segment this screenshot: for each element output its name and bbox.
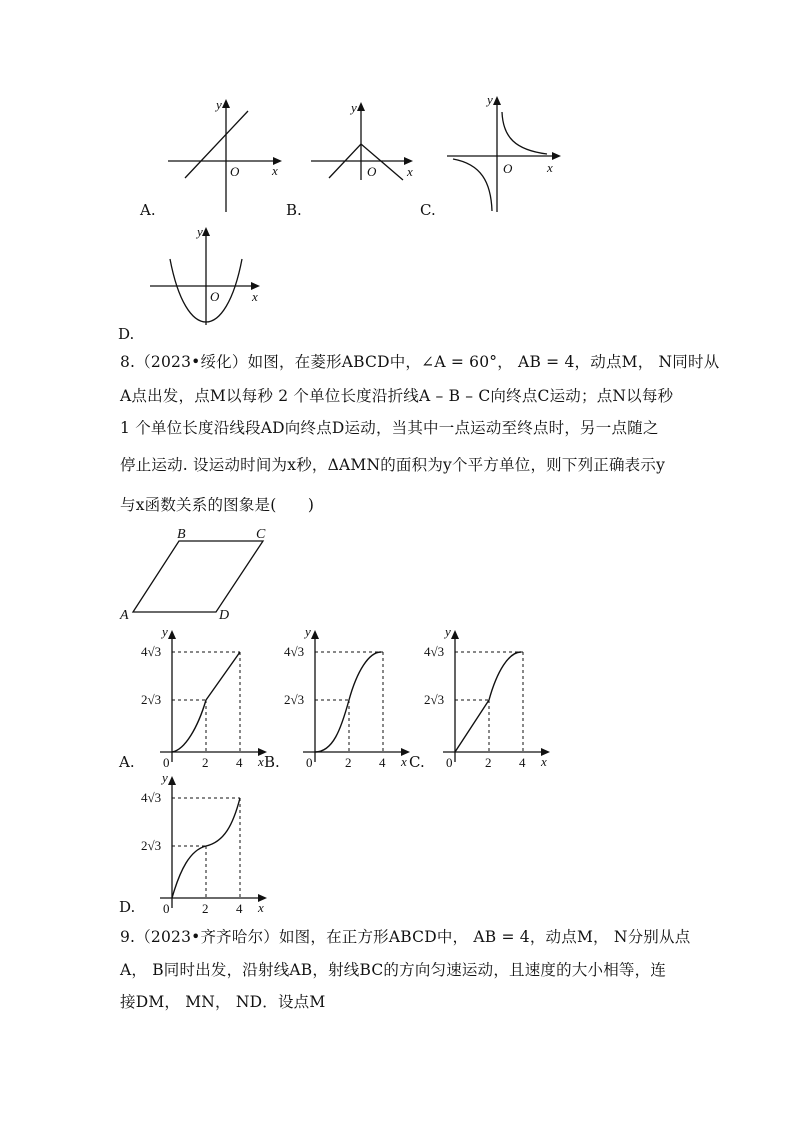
q8-graph-d <box>140 770 275 915</box>
q8-text-line-3: 1 个单位长度沿线段AD向终点D运动，当其中一点运动至终点时，另一点随之 <box>120 419 659 437</box>
y-axis-label: y <box>162 624 168 639</box>
q8-graph-c <box>423 624 558 769</box>
q7-graph-c <box>445 92 575 217</box>
q7-graph-a <box>160 95 290 220</box>
x-axis-label: x <box>401 754 407 769</box>
q8-graph-b <box>283 624 418 769</box>
tick-label-0: 0 <box>163 901 170 916</box>
y-axis-label: y <box>197 224 203 239</box>
x-axis-label: x <box>407 164 413 179</box>
q7-graph-d <box>148 223 273 328</box>
y-axis-label: y <box>216 97 222 112</box>
tick-label-4sqrt3: 4√3 <box>284 644 305 659</box>
y-axis-arrow <box>168 630 176 639</box>
tick-label-2: 2 <box>345 755 352 770</box>
tick-label-4sqrt3: 4√3 <box>141 644 162 659</box>
tick-label-4sqrt3: 4√3 <box>141 790 162 805</box>
y-axis-arrow <box>168 776 176 785</box>
q9-text-line-1: 9.（2023•齐齐哈尔）如图，在正方形ABCD中， AB = 4，动点M， N分别从点 <box>120 928 691 946</box>
q8-graph-axes <box>141 624 267 770</box>
tick-label-4sqrt3: 4√3 <box>424 644 445 659</box>
x-axis-label: x <box>252 289 258 304</box>
tick-label-4: 4 <box>236 755 243 770</box>
x-axis-label: x <box>258 754 264 769</box>
tick-label-0: 0 <box>306 755 313 770</box>
q8-text-line-4: 停止运动. 设运动时间为x秒，ΔAMN的面积为y个平方单位，则下列正确表示y <box>120 456 666 474</box>
tick-label-2sqrt3: 2√3 <box>141 838 162 853</box>
q7-option-c: C. <box>420 201 436 219</box>
x-axis-label: x <box>272 163 278 178</box>
origin-label: O <box>210 289 220 304</box>
q7-option-a: A. <box>140 201 156 219</box>
tick-label-0: 0 <box>446 755 453 770</box>
q8-graph-axes <box>284 624 410 770</box>
q8-option-d: D. <box>119 898 136 916</box>
tick-label-2sqrt3: 2√3 <box>141 692 162 707</box>
y-axis-arrow <box>451 630 459 639</box>
origin-label: O <box>230 164 240 179</box>
q8-graph-axes <box>141 770 267 916</box>
tick-label-4: 4 <box>519 755 526 770</box>
y-axis-label: y <box>351 100 357 115</box>
q8-text-line-2: A点出发，点M以每秒 2 个单位长度沿折线A – B – C向终点C运动；点N以每秒 <box>120 387 674 405</box>
tick-label-4: 4 <box>236 901 243 916</box>
x-axis-label: x <box>541 754 547 769</box>
tick-label-4: 4 <box>379 755 386 770</box>
y-axis-label: y <box>162 770 168 785</box>
tick-label-0: 0 <box>163 755 170 770</box>
q8-graph-a <box>140 624 275 769</box>
vertex-label-d: D <box>219 608 230 623</box>
q9-text-line-3: 接DM， MN， ND．设点M <box>120 993 326 1011</box>
q9-text-line-2: A， B同时出发，沿射线AB，射线BC的方向匀速运动，且速度的大小相等，连 <box>120 961 667 979</box>
tick-label-2sqrt3: 2√3 <box>424 692 445 707</box>
y-axis-arrow <box>311 630 319 639</box>
origin-label: O <box>367 164 377 179</box>
vertex-label-c: C <box>256 527 266 542</box>
q8-text-line-1: 8.（2023•绥化）如图，在菱形ABCD中，∠A = 60°， AB = 4，动点M， N同时从 <box>120 353 720 371</box>
q8-option-b: B. <box>264 753 280 771</box>
x-axis-label: x <box>258 900 264 915</box>
tick-label-2: 2 <box>202 901 209 916</box>
y-axis-label: y <box>487 92 493 107</box>
q8-text-line-5: 与x函数关系的图象是( ) <box>120 496 315 514</box>
vertex-label-a: A <box>120 608 129 623</box>
y-axis-label: y <box>305 624 311 639</box>
tick-label-2: 2 <box>202 755 209 770</box>
rhombus-figure <box>118 526 278 626</box>
q8-option-c: C. <box>409 753 425 771</box>
q7-graph-b <box>307 98 422 188</box>
x-axis-label: x <box>547 160 553 175</box>
origin-label: O <box>503 161 513 176</box>
q7-option-d: D. <box>118 325 135 343</box>
q8-graph-axes <box>424 624 550 770</box>
q7-option-b: B. <box>286 201 302 219</box>
tick-label-2: 2 <box>485 755 492 770</box>
y-axis-label: y <box>445 624 451 639</box>
vertex-label-b: B <box>177 527 186 542</box>
q8-option-a: A. <box>119 753 135 771</box>
tick-label-2sqrt3: 2√3 <box>284 692 305 707</box>
